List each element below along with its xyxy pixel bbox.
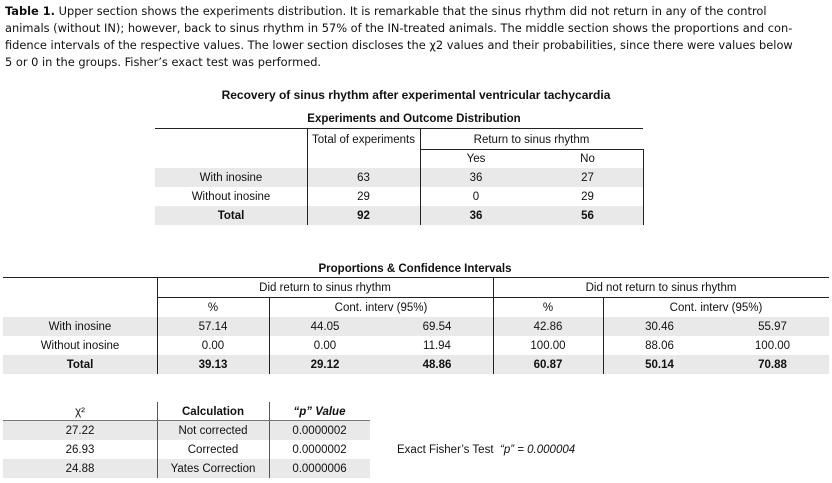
table-cell: 29 <box>581 191 594 203</box>
table-cell: 69.54 <box>422 321 452 333</box>
table-cell: 0.00 <box>201 340 225 352</box>
table-row-label: Without inosine <box>40 340 120 352</box>
col-percent: % <box>542 302 554 314</box>
caption-line-2: animals (without IN); however, back to sinus rhythm in 57% of the IN-treated animals. The middle section shows the proportions and con- <box>5 21 793 35</box>
table-cell: 39.13 <box>198 359 228 371</box>
table-cell: 0 <box>472 191 480 203</box>
group-did-return: Did return to sinus rhythm <box>259 282 391 294</box>
table-cell: 24.88 <box>65 463 95 475</box>
table-row-label: Total <box>217 210 245 222</box>
table-caption <box>5 3 827 71</box>
table-cell: 29.12 <box>310 359 340 371</box>
table-cell: 70.88 <box>758 359 787 371</box>
caption-line-3: fidence intervals of the respective values. The lower section discloses the χ2 values and their probabilities, since there were values below <box>5 38 793 52</box>
table-cell: 36 <box>469 210 483 222</box>
caption-line-1: Upper section shows the experiments distribution. It is remarkable that the sinus rhythm did not return in any of the control <box>58 4 767 18</box>
col-return-sinus: Return to sinus rhythm <box>473 134 590 146</box>
col-total-experiments: Total of experiments <box>312 134 415 146</box>
table-cell: 92 <box>357 210 370 222</box>
col-chi-square: χ² <box>75 406 85 418</box>
table-cell: 0.0000002 <box>292 425 347 437</box>
fisher-test-p-value: “p” = 0.000004 <box>500 444 576 456</box>
section1-title: Experiments and Outcome Distribution <box>307 113 521 125</box>
table-cell: 57.14 <box>198 321 228 333</box>
table-cell: 60.87 <box>533 359 563 371</box>
table-cell: 50.14 <box>645 359 674 371</box>
section1-top-rule <box>155 128 643 129</box>
col-percent: % <box>207 302 219 314</box>
table-cell: 30.46 <box>645 321 674 333</box>
col-calculation: Calculation <box>182 406 244 418</box>
section1-divider <box>643 149 644 225</box>
table-row-label: Without inosine <box>191 191 271 203</box>
table-cell: 63 <box>357 172 370 184</box>
table-cell: 100.00 <box>754 340 791 352</box>
group-did-not-return: Did not return to sinus rhythm <box>585 282 737 294</box>
col-conf-interval: Cont. interv (95%) <box>334 302 428 314</box>
table-cell: 100.00 <box>530 340 566 352</box>
table-row-label: With inosine <box>199 172 263 184</box>
table-row-label: Total <box>66 359 94 371</box>
section1-sub-rule <box>420 149 643 150</box>
table-cell: 27 <box>581 172 594 184</box>
section2-top-rule <box>3 277 829 278</box>
col-p-value: “p” Value <box>293 406 346 418</box>
table-cell: 0.0000006 <box>292 463 347 475</box>
table-cell: 0.00 <box>313 340 337 352</box>
table-cell: Corrected <box>187 444 239 456</box>
table-cell: 27.22 <box>65 425 95 437</box>
table-cell: 88.06 <box>645 340 674 352</box>
table-cell: 29 <box>357 191 370 203</box>
table-row-label: With inosine <box>48 321 112 333</box>
table-cell: 36 <box>469 172 483 184</box>
table-cell: 26.93 <box>65 444 95 456</box>
main-title: Recovery of sinus rhythm after experimental ventricular tachycardia <box>221 88 611 102</box>
table-cell: 48.86 <box>422 359 452 371</box>
table-cell: 55.97 <box>758 321 787 333</box>
col-yes: Yes <box>466 153 486 165</box>
section3-header-rule <box>3 420 370 421</box>
section2-title: Proportions & Confidence Intervals <box>318 263 512 275</box>
table-cell: 56 <box>581 210 594 222</box>
col-no: No <box>580 153 595 165</box>
table-cell: 42.86 <box>533 321 563 333</box>
table-cell: 0.0000002 <box>292 444 347 456</box>
table-cell: 11.94 <box>423 340 451 352</box>
table-cell: Yates Correction <box>170 463 256 475</box>
table-cell: 44.05 <box>310 321 340 333</box>
col-conf-interval: Cont. interv (95%) <box>669 302 763 314</box>
caption-line-4: 5 or 0 in the groups. Fisher’s exact test was performed. <box>5 55 322 69</box>
caption-label: Table 1. <box>5 4 55 18</box>
fisher-test-label: Exact Fisher’s Test <box>397 444 494 456</box>
table-cell: Not corrected <box>178 425 248 437</box>
